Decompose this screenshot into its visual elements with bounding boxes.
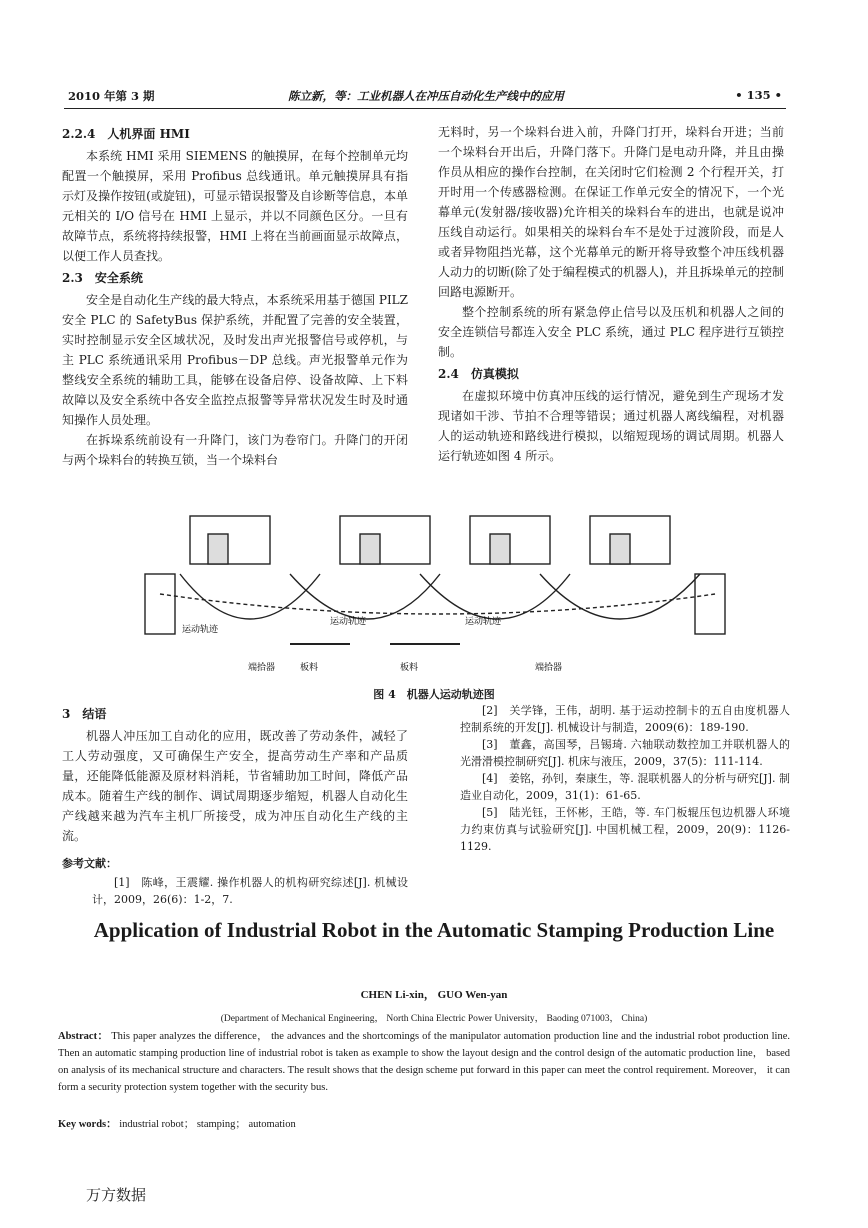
header-rule [64, 108, 786, 109]
section-2-2-4-title: 2.2.4 人机界面 HMI [62, 127, 190, 141]
abstract-text: This paper analyzes the difference， the advances and the shortcomings of the manipulator automation production line and the industrial robot production line. Then an automatic stamping production line of industrial robot is taken as example to show the layout design and the control design of the automatic production line， based on analysis of its mechanical structure and characters. The result shows that the design scheme put forward in this paper can meet the control requirement. Moreover， it can form a security protection system together with the security bus. [58, 1031, 791, 1093]
reference-3: [3] 董鑫，高国琴，吕锡琦. 六轴联动数控加工并联机器人的光滑滑模控制研究[J]. 机床与液压，2009，37(5)：111-114. [460, 738, 790, 768]
keywords-text: industrial robot； stamping； automation [119, 1119, 296, 1130]
trajectory-curve [420, 574, 570, 619]
trajectory-label-2: 运动轨迹 [330, 617, 367, 627]
bolster [145, 574, 175, 634]
trajectory-label-3: 运动轨迹 [465, 617, 502, 627]
robot [208, 534, 228, 564]
section-2-2-4-text: 本系统 HMI 采用 SIEMENS 的触摸屏，在每个控制单元均配置一个触摸屏，采用 Profibus 总线通讯。单元触摸屏具有指示灯及操作按钮(或旋钮)，可显示错误报警及自诊断等信息，本单元相关的 I/O 信号在 HMI 上显示，并以不同颜色区分。一旦有故障节点，系统将持续报警，HMI 上将在当前画面显示故障点，以便工作人员查找。 [62, 149, 408, 263]
reference-1: [1] 陈峰，王震耀. 操作机器人的机构研究综述[J]. 机械设计，2009，26(6)：1-2，7. [92, 876, 408, 906]
plate-label-1: 板料 [300, 663, 319, 673]
section-2-3-text-1: 安全是自动化生产线的最大特点，本系统采用基于德国 PILZ 安全 PLC 的 SafetyBus 保护系统，并配置了完善的安全装置，实时控制显示安全区域状况，及时发出声光报警信号或停机，与主 PLC 系统通讯采用 Profibus－DP 总线。声光报警单元作为整线安全系统的辅助工具，能够在设备启停、设备故障、上下料故障以及安全系统中各安全监控点报警等异常状况发生时及时通知操作人员处理。 [62, 293, 408, 427]
running-header [68, 88, 782, 108]
watermark: 万方数据 [86, 1186, 147, 1204]
english-keywords [58, 1116, 790, 1131]
end-effector-label-1: 端拾器 [248, 663, 276, 673]
reference-2: [2] 关学锋，王伟，胡明. 基于运动控制卡的五自由度机器人控制系统的开发[J]. 机械设计与制造，2009(6)：189-190. [460, 704, 790, 734]
trajectory-curve [180, 574, 320, 619]
english-abstract [58, 1028, 790, 1096]
trajectory-arc [160, 594, 715, 614]
right-column [438, 122, 784, 466]
section-3-text: 机器人冲压加工自动化的应用，既改善了劳动条件，减轻了工人劳动强度，又可确保生产安全，提高劳动生产率和产品质量，还能降低能源及原材料消耗，节省辅助加工时间，降低产品成本。随着生产线的制作、调试周期逐步缩短，机器人自动化生产线越来越为汽车主机厂所接受，成为冲压自动化生产线的主流。 [62, 729, 408, 843]
header-issue: 2010 年第 3 期 [68, 89, 155, 103]
left-column [62, 122, 408, 470]
section-2-3-text-2: 在拆垛系统前设有一升降门，该门为卷帘门。升降门的开闭与两个垛料台的转换互锁，当一个垛料台 [62, 433, 408, 467]
robot-trajectory-figure [140, 514, 730, 684]
section-2-4-text: 在虚拟环境中仿真冲压线的运行情况，避免到生产现场才发现诸如干涉、节拍不合理等错误；通过机器人离线编程，对机器人的运动轨迹和路线进行模拟，以缩短现场的调试周期。机器人运行轨迹如图 4 所示。 [438, 389, 784, 463]
press-frame [190, 516, 270, 564]
press-frame [340, 516, 430, 564]
bolster [695, 574, 725, 634]
continued-text: 无料时，另一个垛料台进入前，升降门打开，垛料台开进；当前一个垛料台开出后，升降门落下。升降门是电动升降，并且由操作员从相应的操作台控制，在关闭时它们检测 2 个行程开关，打开时用一个传感器检测。在保证工作单元安全的情况下，一个光幕单元(发射器/接收器)允许相关的垛料台车的进出，也就是说冲压线自动运行。如果相关的垛料台车不是处于过渡阶段，而是人或者异物阻挡光幕，这个光幕单元的断开将导致整个冲压线机器人动力的切断(除了处于编程模式的机器人)，并且拆垛单元的控制回路电源断开。 [438, 125, 784, 299]
english-title: Application of Industrial Robot in the Automatic Stamping Production Line [93, 918, 775, 942]
end-effector-label-2: 端拾器 [535, 663, 563, 673]
section-3-title: 3 结语 [62, 707, 107, 721]
robot [610, 534, 630, 564]
header-page-number: • 135 • [735, 88, 782, 102]
keywords-label: Key words： [58, 1119, 117, 1130]
robot [490, 534, 510, 564]
header-title: 陈立新，等：工业机器人在冲压自动化生产线中的应用 [288, 89, 564, 103]
trajectory-label-1: 运动轨迹 [182, 625, 219, 635]
robot [360, 534, 380, 564]
conclusion-column [62, 702, 408, 908]
section-2-3-title: 2.3 安全系统 [62, 271, 143, 285]
reference-4: [4] 姜铭，孙钊，秦康生，等. 混联机器人的分析与研究[J]. 制造业自动化，2009，31(1)：61-65. [460, 772, 790, 802]
references-heading: 参考文献： [62, 857, 117, 870]
plate-label-2: 板料 [400, 663, 419, 673]
abstract-label: Abstract： [58, 1031, 109, 1042]
references-column [430, 702, 790, 855]
section-2-4-title: 2.4 仿真模拟 [438, 367, 519, 381]
figure-caption: 图 4 机器人运动轨迹图 [373, 688, 495, 701]
interlock-text: 整个控制系统的所有紧急停止信号以及压机和机器人之间的安全连锁信号都连入安全 PLC 系统，通过 PLC 程序进行互锁控制。 [438, 305, 784, 359]
reference-5: [5] 陆光钰，王怀彬，王皓，等. 车门板辊压包边机器人环境力约束仿真与试验研究[J]. 中国机械工程，2009，20(9)：1126-1129. [460, 806, 790, 853]
english-affiliation: (Department of Mechanical Engineering， North China Electric Power University， Baoding 071003， China) [220, 1014, 648, 1024]
english-authors: CHEN Li-xin， GUO Wen-yan [360, 989, 508, 1001]
